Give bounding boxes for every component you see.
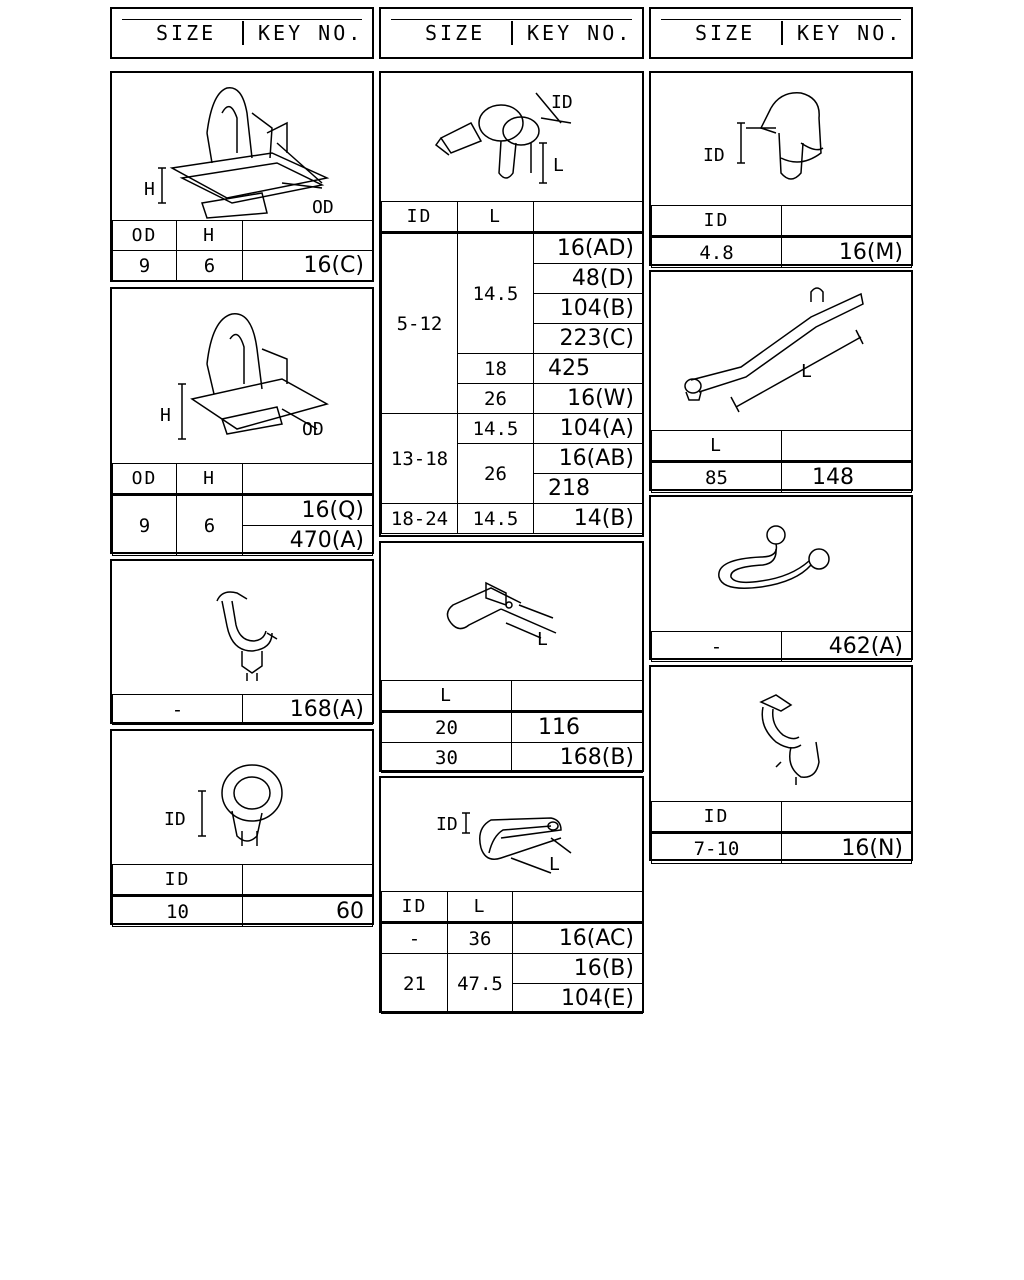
tube-clip-illustration [381, 73, 642, 201]
part-panel-round-clamp [110, 729, 374, 925]
cell-l: 18 [458, 354, 534, 384]
dim-label-l: L [537, 629, 548, 650]
cell-key: 16(AC) [513, 923, 643, 954]
cell-key: 168(A) [243, 695, 373, 725]
pin-clip-illustration [651, 73, 911, 205]
cell-id: 4.8 [652, 237, 782, 268]
cell-key: 116 [512, 712, 643, 743]
part-panel-tube-clip [379, 71, 644, 537]
col-head-key [243, 464, 373, 495]
size-header: SIZE [156, 21, 217, 45]
cell-id: 18-24 [382, 504, 458, 534]
loop-clip-illustration [651, 497, 911, 632]
col-head-id: ID [382, 202, 458, 233]
col-head-l: L [382, 681, 512, 712]
cell-key: 16(B) [513, 954, 643, 984]
bracket-clip-illustration [381, 543, 642, 680]
part-panel-pin-clip [649, 71, 913, 266]
dim-label-id: ID [436, 814, 458, 835]
cell-key: 223(C) [534, 324, 643, 354]
size-header: SIZE [425, 21, 486, 45]
part-panel-double-clip [649, 665, 913, 861]
part-panel-loop-clip [649, 495, 913, 660]
cell-id: 10 [113, 896, 243, 927]
cell-id: - [382, 923, 448, 954]
cell-key: 16(AD) [534, 233, 643, 264]
cell-id: 21 [382, 954, 448, 1014]
cell-key: 48(D) [534, 264, 643, 294]
cell-key: 104(A) [534, 414, 643, 444]
cell-key: 218 [534, 474, 643, 504]
flat-clip-illustration [112, 289, 372, 463]
col-head-l: L [652, 431, 782, 462]
col-head-key [782, 206, 912, 237]
key-header: KEY NO. [527, 21, 633, 45]
cell-l: 36 [448, 923, 513, 954]
header-col3 [649, 7, 913, 59]
col-head-key [512, 681, 643, 712]
cell-key: 148 [782, 462, 912, 493]
strap-clip-illustration [651, 272, 911, 430]
col-head-key [513, 892, 643, 923]
part-panel-hook-clip [110, 559, 374, 724]
dim-label-id: ID [703, 145, 725, 166]
cell-key: 16(W) [534, 384, 643, 414]
col-head-id: ID [652, 206, 782, 237]
cell-l: 26 [458, 444, 534, 504]
cell-l: 14.5 [458, 414, 534, 444]
cell-key: 16(C) [243, 251, 373, 281]
flat-clip-illustration [112, 73, 372, 221]
dim-label-od: OD [312, 197, 334, 218]
spec-table [651, 430, 912, 493]
header-col2 [379, 7, 644, 59]
cell-id: 5-12 [382, 233, 458, 414]
u-clip-illustration [381, 778, 642, 891]
cell-l: 26 [458, 384, 534, 414]
spec-table [651, 205, 912, 268]
spec-table [112, 220, 373, 281]
col-head-h: H [177, 464, 243, 495]
dim-label-l: L [801, 361, 812, 382]
col-head-key [782, 802, 912, 833]
cell-key: 60 [243, 896, 373, 927]
key-header: KEY NO. [797, 21, 903, 45]
col-head-l: L [458, 202, 534, 233]
cell-key: 104(B) [534, 294, 643, 324]
cell-l: 20 [382, 712, 512, 743]
cell-l: 47.5 [448, 954, 513, 1014]
cell-size: - [113, 695, 243, 725]
spec-table [381, 201, 643, 534]
spec-table [381, 891, 643, 1014]
double-clip-illustration [651, 667, 911, 801]
cell-l: 85 [652, 462, 782, 493]
dim-label-id: ID [551, 92, 573, 113]
round-clamp-illustration [112, 731, 372, 864]
part-panel-flat-clip-2 [110, 287, 374, 554]
dim-label-l: L [553, 155, 564, 176]
col-head-key [534, 202, 643, 233]
cell-id: 7-10 [652, 833, 782, 864]
cell-key: 425 [534, 354, 643, 384]
part-panel-strap-clip [649, 270, 913, 491]
cell-l: 14.5 [458, 233, 534, 354]
cell-key: 16(M) [782, 237, 912, 268]
spec-table [112, 694, 373, 725]
cell-h: 6 [177, 251, 243, 281]
header-col1 [110, 7, 374, 59]
cell-key: 16(Q) [243, 495, 373, 526]
part-panel-u-clip [379, 776, 644, 1013]
cell-key: 14(B) [534, 504, 643, 534]
spec-table [651, 801, 912, 864]
key-header: KEY NO. [258, 21, 364, 45]
spec-table [381, 680, 643, 773]
cell-key: 470(A) [243, 526, 373, 556]
spec-table [112, 463, 373, 556]
cell-key: 462(A) [782, 632, 912, 662]
col-head-key [243, 221, 373, 251]
spec-table [112, 864, 373, 927]
cell-key: 104(E) [513, 984, 643, 1014]
size-header: SIZE [695, 21, 756, 45]
cell-id: 13-18 [382, 414, 458, 504]
dim-label-h: H [144, 179, 155, 200]
col-head-id: ID [113, 865, 243, 896]
col-head-key [782, 431, 912, 462]
part-panel-flat-clip-1 [110, 71, 374, 282]
cell-l: 14.5 [458, 504, 534, 534]
spec-table [651, 631, 912, 662]
dim-label-id: ID [164, 809, 186, 830]
col-head-od: OD [113, 221, 177, 251]
col-head-h: H [177, 221, 243, 251]
cell-size: - [652, 632, 782, 662]
cell-od: 9 [113, 251, 177, 281]
cell-key: 16(N) [782, 833, 912, 864]
col-head-id: ID [652, 802, 782, 833]
cell-od: 9 [113, 495, 177, 556]
col-head-key [243, 865, 373, 896]
col-head-id: ID [382, 892, 448, 923]
cell-h: 6 [177, 495, 243, 556]
col-head-od: OD [113, 464, 177, 495]
cell-key: 168(B) [512, 743, 643, 773]
dim-label-l: L [549, 854, 560, 875]
part-panel-bracket-clip [379, 541, 644, 772]
cell-l: 30 [382, 743, 512, 773]
cell-key: 16(AB) [534, 444, 643, 474]
hook-clip-illustration [112, 561, 372, 694]
col-head-l: L [448, 892, 513, 923]
dim-label-h: H [160, 405, 171, 426]
dim-label-od: OD [302, 419, 324, 440]
